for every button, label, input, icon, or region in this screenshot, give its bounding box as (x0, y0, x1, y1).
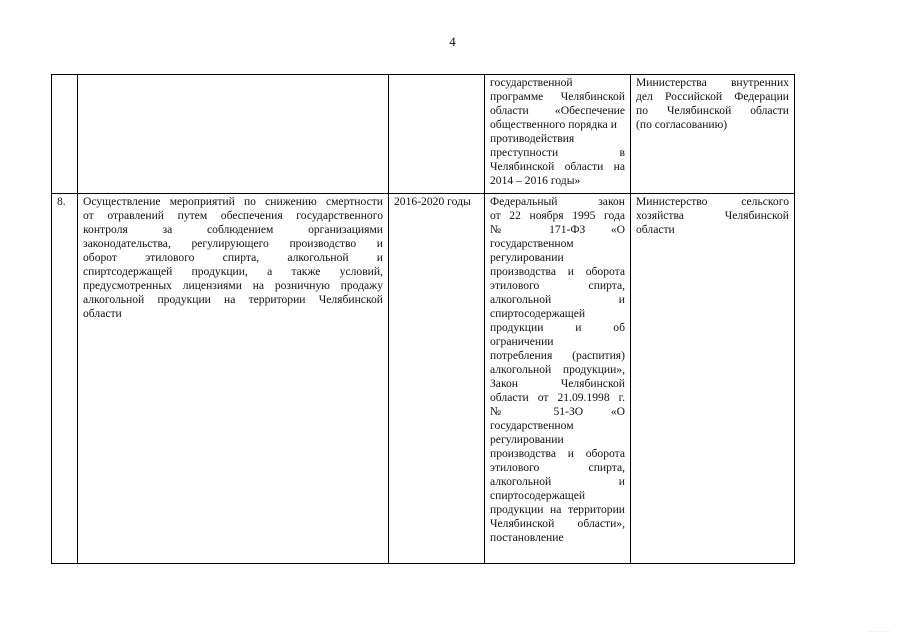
responsible-line: дел Российской Федерации (636, 90, 789, 103)
legal-basis-line: продукции на территории (490, 503, 625, 516)
legal-basis-line: потребления (распития) (490, 349, 625, 362)
activity-line: алкогольной продукции на территории Челябинской (83, 293, 383, 306)
legal-basis-line: регулировании (490, 433, 564, 446)
responsible-cell (631, 194, 795, 564)
activity-line: законодательства, регулирующего производство и (83, 237, 383, 250)
legal-basis-line: Федеральный закон (490, 195, 625, 208)
pencil-watermark: ········· (867, 629, 891, 635)
legal-basis-line: № 171-ФЗ «О (490, 223, 625, 236)
legal-basis-line: алкогольной продукции», (490, 363, 625, 376)
legal-basis-line: общественного порядка и (490, 118, 617, 131)
activity-line: Осуществление мероприятий по снижению смертности (83, 195, 383, 208)
responsible-line: Министерство сельского (636, 195, 789, 208)
legal-basis-line: алкогольной и (490, 475, 625, 488)
activity-cell (78, 194, 389, 564)
legal-basis-line: производства и оборота (490, 447, 625, 460)
legal-basis-line: Челябинской области на (490, 160, 625, 173)
legal-basis-line: противодействия (490, 132, 575, 145)
legal-basis-line: преступности в (490, 146, 625, 159)
legal-basis-line: государственной (490, 76, 573, 89)
page-number: 4 (449, 34, 456, 49)
activity-line: от отравлений путем обеспечения государственного (83, 209, 383, 222)
activity-line: предусмотренных лицензиями на розничную продажу (83, 279, 383, 292)
legal-basis-line: 2014 – 2016 годы» (490, 174, 581, 187)
legal-basis-line: производства и оборота (490, 265, 625, 278)
measures-table (51, 74, 795, 564)
legal-basis-line: ограничении (490, 335, 554, 348)
legal-basis-line: области от 21.09.1998 г. (490, 391, 625, 404)
table-row (52, 194, 795, 564)
table-row (52, 75, 795, 194)
responsible-line: хозяйства Челябинской (636, 209, 789, 222)
activity-line: контроля за соблюдением организациями (83, 223, 383, 236)
activity-line: области (83, 307, 122, 320)
responsible-line: по Челябинской области (636, 104, 789, 117)
responsible-line: (по согласованию) (636, 118, 728, 131)
legal-basis-line: № 51-ЗО «О (490, 405, 625, 418)
responsible-line: Министерства внутренних (636, 76, 789, 89)
legal-basis-line: постановление (490, 531, 564, 544)
row-number-cell (52, 75, 78, 194)
legal-basis-line: этилового спирта, (490, 461, 625, 474)
legal-basis-line: регулировании (490, 251, 564, 264)
legal-basis-line: алкогольной и (490, 293, 625, 306)
period-cell (389, 75, 485, 194)
legal-basis-line: государственном (490, 419, 574, 432)
legal-basis-line: продукции и об (490, 321, 625, 334)
period-cell: 2016-2020 годы (389, 194, 485, 564)
activity-cell (78, 75, 389, 194)
legal-basis-line: спиртосодержащей (490, 489, 586, 502)
row-number-cell: 8. (52, 194, 78, 564)
legal-basis-cell (485, 75, 631, 194)
legal-basis-line: программе Челябинской (490, 90, 625, 103)
legal-basis-cell (485, 194, 631, 564)
activity-line: спиртсодержащей продукции, а также условий, (83, 265, 383, 278)
legal-basis-line: спиртосодержащей (490, 307, 586, 320)
legal-basis-line: этилового спирта, (490, 279, 625, 292)
responsible-line: области (636, 223, 675, 236)
legal-basis-line: от 22 ноября 1995 года (490, 209, 625, 222)
legal-basis-line: Закон Челябинской (490, 377, 625, 390)
legal-basis-line: области «Обеспечение (490, 104, 625, 117)
legal-basis-line: государственном (490, 237, 574, 250)
legal-basis-line: Челябинской области», (490, 517, 625, 530)
responsible-cell (631, 75, 795, 194)
activity-line: оборот этилового спирта, алкогольной и (83, 251, 383, 264)
